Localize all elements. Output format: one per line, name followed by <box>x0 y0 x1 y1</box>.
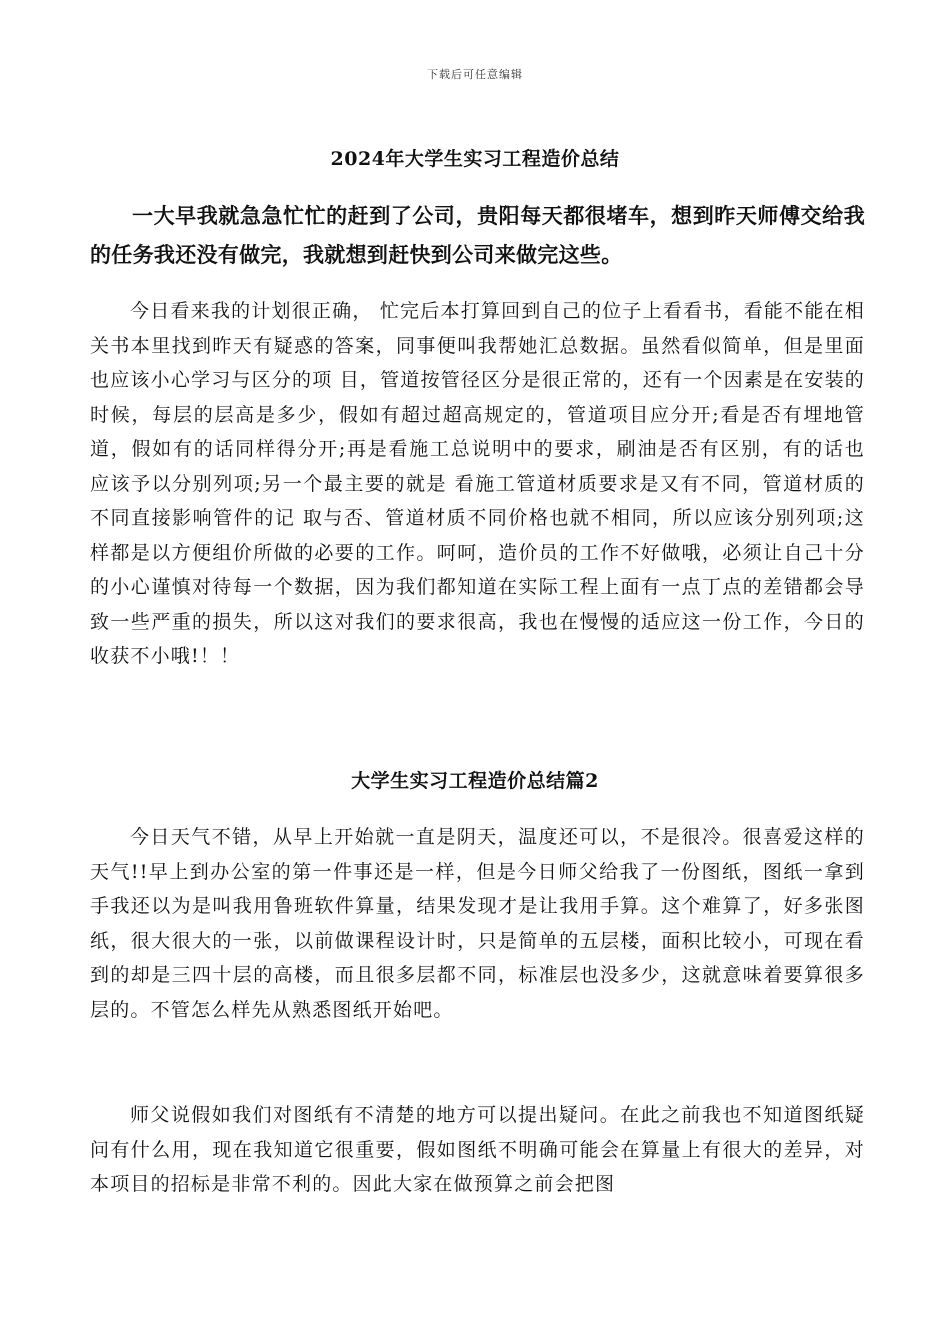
section-2-paragraph-2: 师父说假如我们对图纸有不清楚的地方可以提出疑问。在此之前我也不知道图纸疑问有什么用，现在我知道它很重要，假如图纸不明确可能会在算量上有很大的差异，对本项目的招标是非常不利的。因此大家在做预算之前会把图 <box>90 1104 865 1195</box>
lead-paragraph: 一大早我就急急忙忙的赶到了公司，贵阳每天都很堵车，想到昨天师傅交给我的任务我还没有做完，我就想到赶快到公司来做完这些。 <box>90 203 865 267</box>
body-paragraph-1: 今日看来我的计划很正确， 忙完后本打算回到自己的位子上看看书，看能不能在相关书本里找到昨天有疑惑的答案，同事便叫我帮她汇总数据。虽然看似简单，但是里面也应该小心学习与区分的项 目，管道按管径区分是很正常的，还有一个因素是在安装的时候，每层的层高是多少，假如有超过超高规定的，管道项目应分开;看是否有埋地管道，假如有的话同样得分开;再是看施工总说明中的要求，刷油是否有区别，有的话也应该予以分别列项;另一个最主要的就是 看施工管道材质要求是又有不同，管道材质的不同直接影响管件的记 取与否、管道材质不同价格也就不相同，所以应该分别列项;这样都是以方便组价所做的必要的工作。呵呵，造价员的工作不好做哦，必须让自己十分的小心谨慎对待每一个数据，因为我们都知道在实际工程上面有一点丁点的差错都会导致一些严重的损失，所以这对我们的要求很高，我也在慢慢的适应这一份工作，今日的收获不小哦!！！ <box>90 300 865 667</box>
section-2-title: 大学生实习工程造价总结篇2 <box>351 770 599 792</box>
section-2-paragraph-1: 今日天气不错，从早上开始就一直是阴天，温度还可以，不是很冷。很喜爱这样的天气!!早上到办公室的第一件事还是一样，但是今日师父给我了一份图纸，图纸一拿到手我还以为是叫我用鲁班软件算量，结果发现才是让我用手算。这个难算了，好多张图纸，很大很大的一张，以前做课程设计时，只是简单的五层楼，面积比较小，可现在看到的却是三四十层的高楼，而且很多层都不同，标准层也没多少，这就意味着要算很多层的。不管怎么样先从熟悉图纸开始吧。 <box>90 826 865 1021</box>
document-title: 2024年大学生实习工程造价总结 <box>330 148 620 170</box>
header-note: 下载后可任意编辑 <box>427 68 523 81</box>
